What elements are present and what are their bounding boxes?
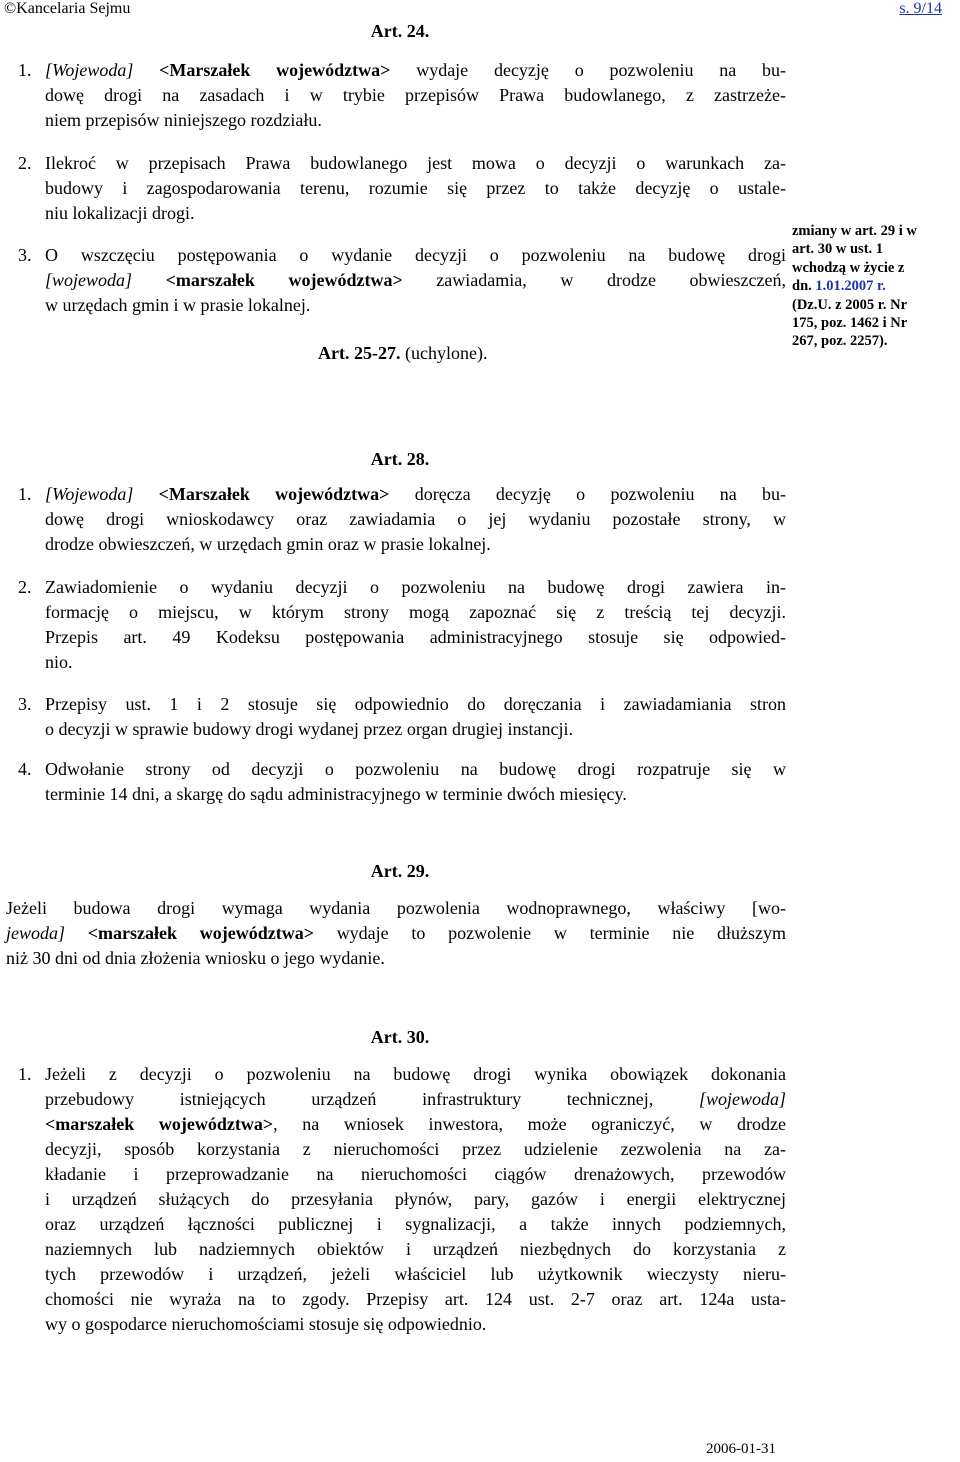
line: Ilekroć w przepisach Prawa budowlanego jest mowa o decyzji o warunkach za- bbox=[45, 153, 786, 173]
margin-note-line: 267, poz. 2257). bbox=[792, 333, 888, 350]
art-30-para-1 bbox=[18, 1062, 787, 1337]
line: naziemnych lub nadziemnych obiektów i urządzeń niezbędnych do korzystania z bbox=[45, 1239, 786, 1259]
art-24-para-2 bbox=[18, 151, 786, 226]
line: jewoda] <marszałek województwa> wydaje to pozwolenie w terminie nie dłuższym bbox=[6, 923, 786, 943]
line: niż 30 dni od dnia złożenia wniosku o jego wydanie. bbox=[6, 948, 385, 968]
line: kładanie i przeprowadzanie na nieruchomości ciągów drenażowych, przewodów bbox=[45, 1164, 786, 1184]
margin-note-line: zmiany w art. 29 i w bbox=[792, 223, 917, 239]
line: przebudowy istniejących urządzeń infrastruktury technicznej, [wojewoda] bbox=[45, 1089, 786, 1109]
art-24-title: Art. 24. bbox=[370, 21, 430, 41]
line: terminie 14 dni, a skargę do sądu administracyjnego w terminie dwóch miesięcy. bbox=[45, 784, 627, 804]
date-link[interactable]: 1.01.2007 r. bbox=[815, 278, 886, 295]
header-source: ©Kancelaria Sejmu bbox=[4, 0, 131, 17]
art-29-title: Art. 29. bbox=[370, 861, 430, 881]
para-number: 3. bbox=[18, 694, 32, 714]
art-28-para-1 bbox=[18, 482, 787, 557]
line: Zawiadomienie o wydaniu decyzji o pozwoleniu na budowę drogi zawiera in- bbox=[45, 577, 786, 597]
para-number: 3. bbox=[18, 245, 32, 265]
art-28-title: Art. 28. bbox=[370, 449, 430, 469]
para-number: 1. bbox=[18, 60, 32, 80]
line: dowę drogi wnioskodawcy oraz zawiadamia o jej wydaniu pozostałe strony, w bbox=[45, 509, 786, 529]
line: Przepis art. 49 Kodeksu postępowania administracyjnego stosuje się odpowied- bbox=[45, 627, 786, 647]
line: nio. bbox=[45, 652, 73, 672]
line: niu lokalizacji drogi. bbox=[45, 203, 195, 223]
para-number: 2. bbox=[18, 577, 32, 597]
art-24-para-3 bbox=[18, 243, 787, 318]
line: budowy i zagospodarowania terenu, rozumie się przez to także decyzję o ustale- bbox=[45, 178, 786, 198]
line: Odwołanie strony od decyzji o pozwoleniu na budowę drogi rozpatruje się w bbox=[45, 759, 786, 779]
para-number: 1. bbox=[18, 484, 32, 504]
line: Jeżeli budowa drogi wymaga wydania pozwolenia wodnoprawnego, właściwy [wo- bbox=[6, 898, 786, 918]
line: [wojewoda] <marszałek województwa> zawiadamia, w drodze obwieszczeń, bbox=[45, 270, 787, 290]
margin-note-line: dn. 1.01.2007 r. bbox=[792, 278, 886, 295]
line: decyzji, sposób korzystania z nieruchomości przez udzielenie zezwolenia na za- bbox=[45, 1139, 786, 1159]
art-25-27-heading: Art. 25-27. bbox=[318, 343, 401, 363]
margin-note bbox=[792, 222, 960, 351]
art-28-para-3 bbox=[18, 692, 786, 742]
line: o decyzji w sprawie budowy drogi wydanej przez organ drugiej instancji. bbox=[45, 719, 574, 739]
line: O wszczęciu postępowania o wydanie decyzji o pozwoleniu na budowę drogi bbox=[45, 245, 786, 265]
para-number: 2. bbox=[18, 153, 32, 173]
art-30-title: Art. 30. bbox=[370, 1027, 430, 1047]
margin-note-line: (Dz.U. z 2005 r. Nr bbox=[792, 296, 908, 313]
footer-date: 2006-01-31 bbox=[706, 1441, 776, 1457]
line: [Wojewoda] <Marszałek województwa> doręcza decyzję o pozwoleniu na bu- bbox=[45, 484, 787, 504]
line: wy o gospodarce nieruchomościami stosuje się odpowiednio. bbox=[45, 1314, 487, 1334]
para-number: 4. bbox=[18, 759, 32, 779]
margin-note-line: wchodzą w życie z bbox=[792, 259, 905, 276]
line: formację o miejscu, w którym strony mogą zapoznać się z treścią tej decyzji. bbox=[45, 602, 786, 622]
margin-note-line: art. 30 w ust. 1 bbox=[792, 241, 884, 258]
line: oraz urządzeń łączności publicznej i sygnalizacji, a także innych podziemnych, bbox=[45, 1214, 786, 1234]
art-24-para-1 bbox=[18, 58, 787, 133]
line: Przepisy ust. 1 i 2 stosuje się odpowiednio do doręczania i zawiadamiania stron bbox=[45, 694, 786, 714]
para-number: 1. bbox=[18, 1064, 32, 1084]
art-28-para-4 bbox=[18, 757, 786, 807]
art-25-27-title bbox=[318, 342, 518, 364]
line: tych przewodów i urządzeń, jeżeli właściciel lub użytkownik wieczysty nieru- bbox=[45, 1264, 786, 1284]
line: <marszałek województwa>, na wniosek inwestora, może ograniczyć, w drodze bbox=[45, 1114, 787, 1134]
art-25-27-note: (uchylone). bbox=[400, 343, 488, 363]
art-28-para-2 bbox=[18, 575, 786, 675]
line: i urządzeń służących do przesyłania płynów, pary, gazów i energii elektrycznej bbox=[45, 1189, 786, 1209]
line: chomości nie wyraża na to zgody. Przepisy art. 124 ust. 2-7 oraz art. 124a usta- bbox=[45, 1289, 786, 1309]
line: w urzędach gmin i w prasie lokalnej. bbox=[45, 295, 311, 315]
art-29-body bbox=[6, 896, 786, 971]
line: Jeżeli z decyzji o pozwoleniu na budowę drogi wynika obowiązek dokonania bbox=[45, 1064, 786, 1084]
line: niem przepisów niniejszego rozdziału. bbox=[45, 110, 322, 130]
line: drodze obwieszczeń, w urzędach gmin oraz w prasie lokalnej. bbox=[45, 534, 491, 554]
margin-note-line: 175, poz. 1462 i Nr bbox=[792, 315, 908, 332]
header-page-number[interactable]: s. 9/14 bbox=[899, 0, 942, 17]
line: dowę drogi na zasadach i w trybie przepisów Prawa budowlanego, z zastrzeże- bbox=[45, 85, 786, 105]
line: [Wojewoda] <Marszałek województwa> wydaje decyzję o pozwoleniu na bu- bbox=[45, 60, 787, 80]
